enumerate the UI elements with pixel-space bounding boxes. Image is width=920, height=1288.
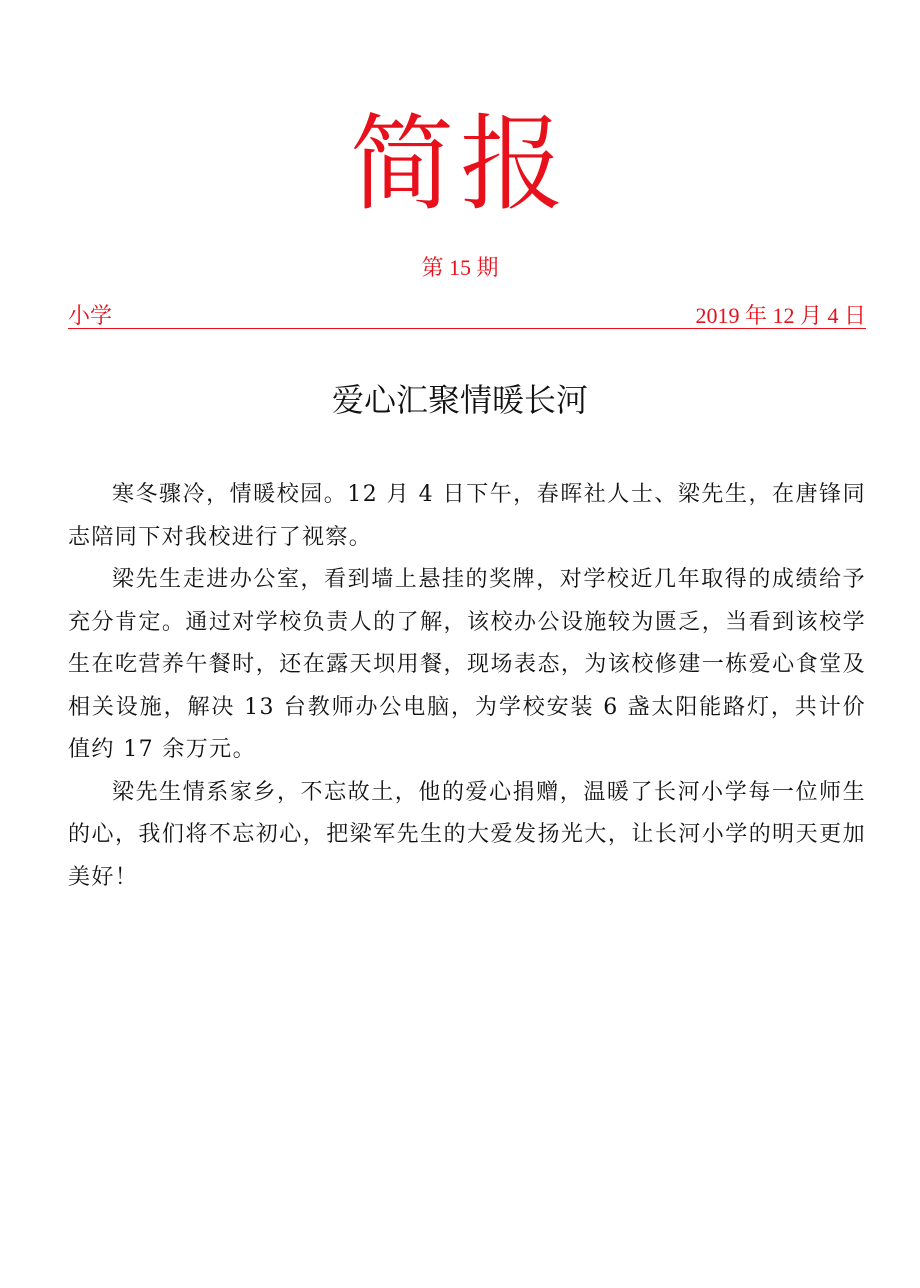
publish-date: 2019 年 12 月 4 日	[695, 303, 866, 328]
article-title: 爱心汇聚情暖长河	[331, 381, 588, 419]
masthead-title: 简报	[349, 103, 570, 225]
issue-number: 第 15 期	[421, 255, 499, 280]
header-divider	[68, 328, 866, 329]
article-body	[68, 474, 866, 899]
organization-label: 小学	[68, 303, 113, 328]
article-paragraph: 梁先生走进办公室，看到墙上悬挂的奖牌，对学校近几年取得的成绩给予充分肯定。通过对学校负责人的了解，该校办公设施较为匮乏，当看到该校学生在吃营养午餐时，还在露天坝用餐，现场表态，为该校修建一栋爱心食堂及相关设施，解决 13 台教师办公电脑，为学校安装 6 盏太阳能路灯，共计价值约 17 余万元。	[68, 567, 866, 762]
article-paragraph: 寒冬骤冷，情暖校园。12 月 4 日下午，春晖社人士、梁先生，在唐锋同志陪同下对我校进行了视察。	[68, 482, 866, 550]
article-paragraph: 梁先生情系家乡，不忘故土，他的爱心捐赠，温暖了长河小学每一位师生的心，我们将不忘初心，把梁军先生的大爱发扬光大，让长河小学的明天更加美好！	[68, 779, 866, 890]
meta-row	[68, 302, 866, 330]
